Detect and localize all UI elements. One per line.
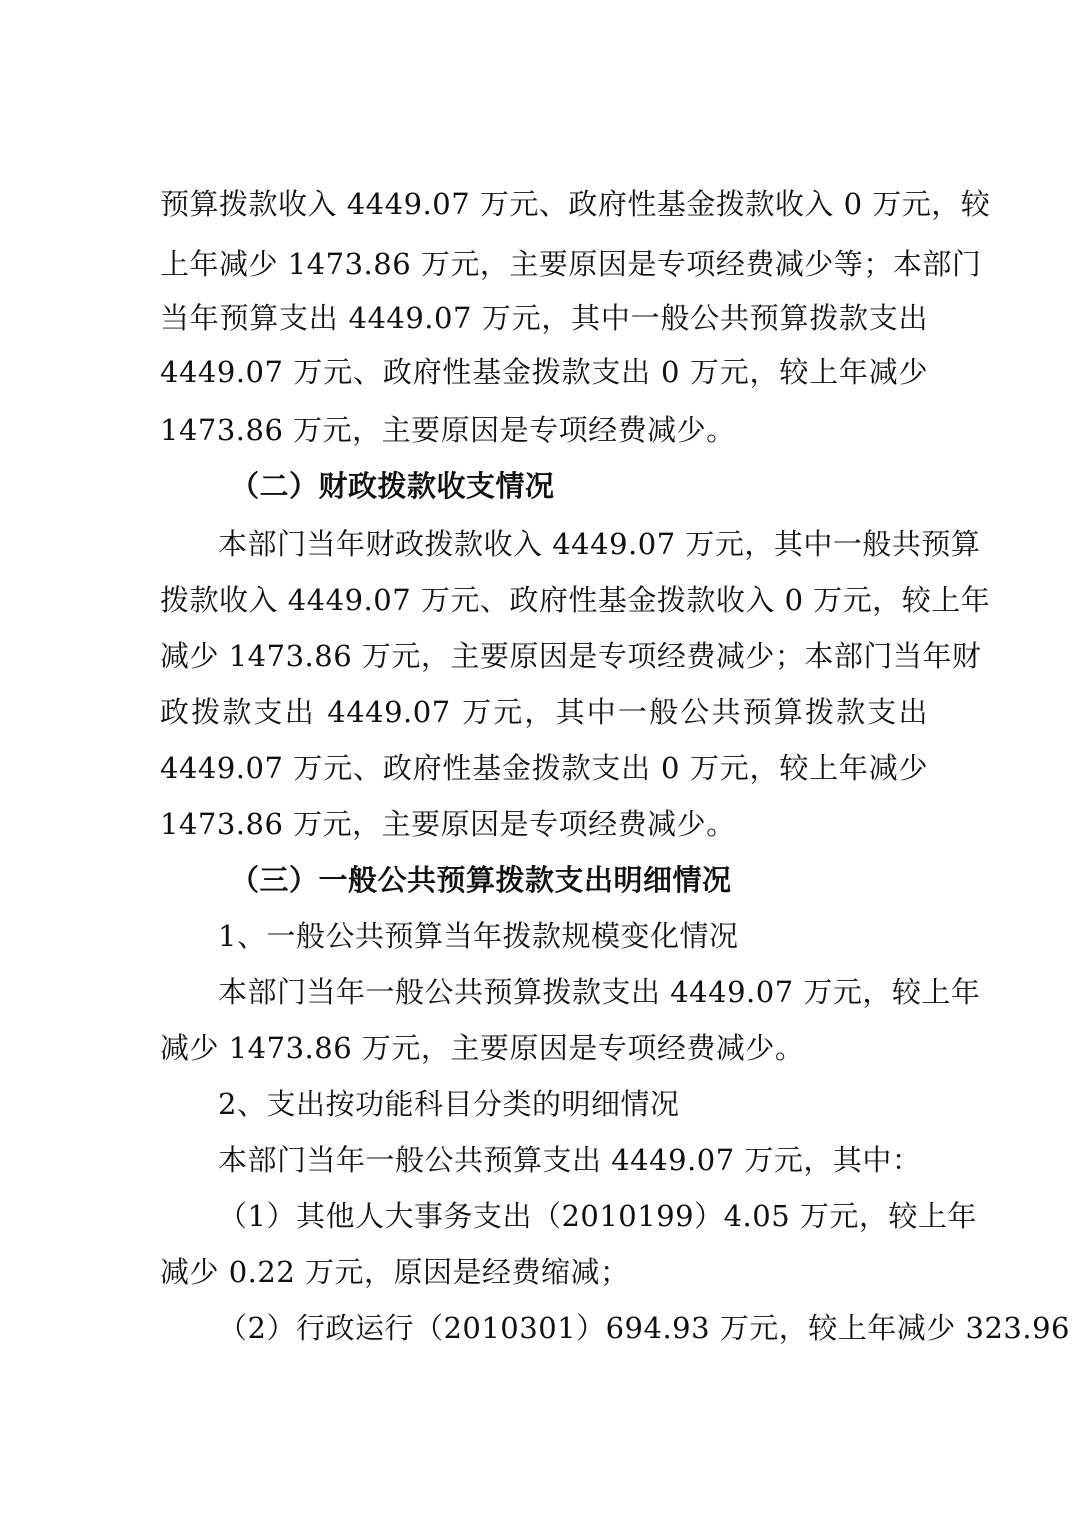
list-item-line: （1）其他人大事务支出（2010199）4.05 万元，较上年 bbox=[218, 1199, 977, 1233]
paragraph-line: 政拨款支出 4449.07 万元，其中一般公共预算拨款支出 bbox=[160, 695, 928, 729]
subsection-heading-1: 1、一般公共预算当年拨款规模变化情况 bbox=[218, 919, 739, 953]
paragraph-line: 本部门当年一般公共预算拨款支出 4449.07 万元，较上年 bbox=[218, 975, 981, 1009]
paragraph-line: 本部门当年财政拨款收入 4449.07 万元，其中一般共预算 bbox=[218, 527, 981, 561]
paragraph-line: 预算拨款收入 4449.07 万元、政府性基金拨款收入 0 万元，较 bbox=[160, 187, 991, 221]
paragraph-line: 本部门当年一般公共预算支出 4449.07 万元，其中： bbox=[218, 1143, 922, 1177]
section-heading-3: （三）一般公共预算拨款支出明细情况 bbox=[230, 863, 732, 897]
paragraph-line: 4449.07 万元、政府性基金拨款支出 0 万元，较上年减少 bbox=[160, 355, 928, 389]
paragraph-line: 当年预算支出 4449.07 万元，其中一般公共预算拨款支出 bbox=[160, 301, 928, 335]
paragraph-line: 1473.86 万元，主要原因是专项经费减少。 bbox=[160, 807, 736, 841]
paragraph-line: 4449.07 万元、政府性基金拨款支出 0 万元，较上年减少 bbox=[160, 751, 928, 785]
paragraph-line: 1473.86 万元，主要原因是专项经费减少。 bbox=[160, 413, 736, 447]
paragraph-line: 拨款收入 4449.07 万元、政府性基金拨款收入 0 万元，较上年 bbox=[160, 583, 991, 617]
paragraph-line: 减少 1473.86 万元，主要原因是专项经费减少。 bbox=[160, 1031, 805, 1065]
list-item-line: （2）行政运行（2010301）694.93 万元，较上年减少 323.96 bbox=[218, 1311, 1070, 1345]
section-heading-2: （二）财政拨款收支情况 bbox=[230, 469, 555, 503]
list-item-line: 减少 0.22 万元，原因是经费缩减； bbox=[160, 1255, 630, 1289]
subsection-heading-2: 2、支出按功能科目分类的明细情况 bbox=[218, 1087, 680, 1121]
paragraph-line: 减少 1473.86 万元，主要原因是专项经费减少；本部门当年财 bbox=[160, 639, 982, 673]
paragraph-line: 上年减少 1473.86 万元，主要原因是专项经费减少等；本部门 bbox=[160, 247, 982, 281]
